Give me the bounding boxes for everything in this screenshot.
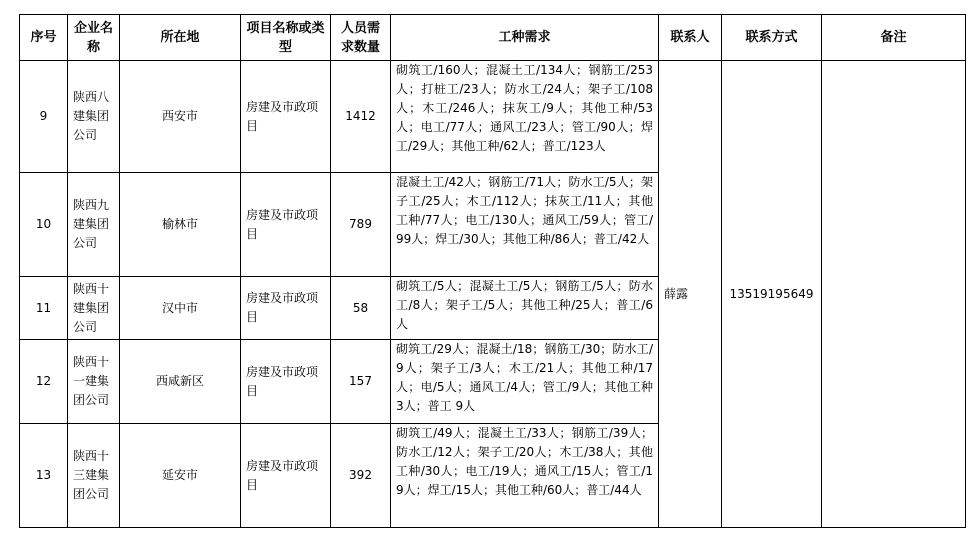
contact-phone: 13519195649 bbox=[722, 61, 822, 528]
row-count: 789 bbox=[331, 173, 391, 277]
row-count: 392 bbox=[331, 424, 391, 528]
row-trades: 砌筑工/49人；混凝土工/33人；钢筋工/39人；防水工/12人；架子工/20人；木工/38人；其他工种/30人；电工/19人；通风工/15人；管工/19人；焊工/15人；其他工种/60人；普工/44人 bbox=[391, 424, 659, 528]
row-project: 房建及市政项目 bbox=[241, 340, 331, 424]
row-index: 13 bbox=[20, 424, 68, 528]
row-location: 西安市 bbox=[120, 61, 241, 173]
row-count: 1412 bbox=[331, 61, 391, 173]
row-company: 陕西十一建集团公司 bbox=[68, 340, 120, 424]
row-index: 9 bbox=[20, 61, 68, 173]
job-demand-table bbox=[19, 14, 966, 528]
header-phone: 联系方式 bbox=[722, 15, 822, 61]
header-index: 序号 bbox=[20, 15, 68, 61]
row-project: 房建及市政项目 bbox=[241, 424, 331, 528]
header-project: 项目名称或类型 bbox=[241, 15, 331, 61]
row-company: 陕西十三建集团公司 bbox=[68, 424, 120, 528]
row-index: 11 bbox=[20, 277, 68, 340]
notes-cell bbox=[822, 61, 966, 528]
row-trades: 砌筑工/5人；混凝土工/5人；钢筋工/5人；防水工/8人；架子工/5人；其他工种/25人；普工/6人 bbox=[391, 277, 659, 340]
row-project: 房建及市政项目 bbox=[241, 61, 331, 173]
header-count: 人员需求数量 bbox=[331, 15, 391, 61]
row-trades: 砌筑工/160人；混凝土工/134人；钢筋工/253人；打桩工/23人；防水工/24人；架子工/108人；木工/246人；抹灰工/9人；其他工种/53人；电工/77人；通风工/23人；管工/90人；焊工/29人；其他工种/62人；普工/123人 bbox=[391, 61, 659, 173]
header-contact: 联系人 bbox=[659, 15, 722, 61]
row-location: 延安市 bbox=[120, 424, 241, 528]
row-trades: 砌筑工/29人；混凝土/18；钢筋工/30；防水工/9人；架子工/3人；木工/21人；其他工种/17人；电/5人；通风工/4人；管工/9人；其他工种3人；普工 9人 bbox=[391, 340, 659, 424]
row-count: 58 bbox=[331, 277, 391, 340]
row-company: 陕西八建集团公司 bbox=[68, 61, 120, 173]
table-row bbox=[20, 61, 966, 173]
contact-name: 薛露 bbox=[659, 61, 722, 528]
header-company: 企业名称 bbox=[68, 15, 120, 61]
row-count: 157 bbox=[331, 340, 391, 424]
row-index: 12 bbox=[20, 340, 68, 424]
header-trades: 工种需求 bbox=[391, 15, 659, 61]
header-row bbox=[20, 15, 966, 61]
row-location: 西咸新区 bbox=[120, 340, 241, 424]
row-company: 陕西十建集团公司 bbox=[68, 277, 120, 340]
header-notes: 备注 bbox=[822, 15, 966, 61]
row-project: 房建及市政项目 bbox=[241, 173, 331, 277]
row-trades: 混凝土工/42人；钢筋工/71人；防水工/5人；架子工/25人；木工/112人；抹灰工/11人；其他工种/77人；电工/130人；通风工/59人；管工/99人；焊工/30人；其他工种/86人；普工/42人 bbox=[391, 173, 659, 277]
row-project: 房建及市政项目 bbox=[241, 277, 331, 340]
row-index: 10 bbox=[20, 173, 68, 277]
header-location: 所在地 bbox=[120, 15, 241, 61]
row-location: 汉中市 bbox=[120, 277, 241, 340]
row-location: 榆林市 bbox=[120, 173, 241, 277]
row-company: 陕西九建集团公司 bbox=[68, 173, 120, 277]
